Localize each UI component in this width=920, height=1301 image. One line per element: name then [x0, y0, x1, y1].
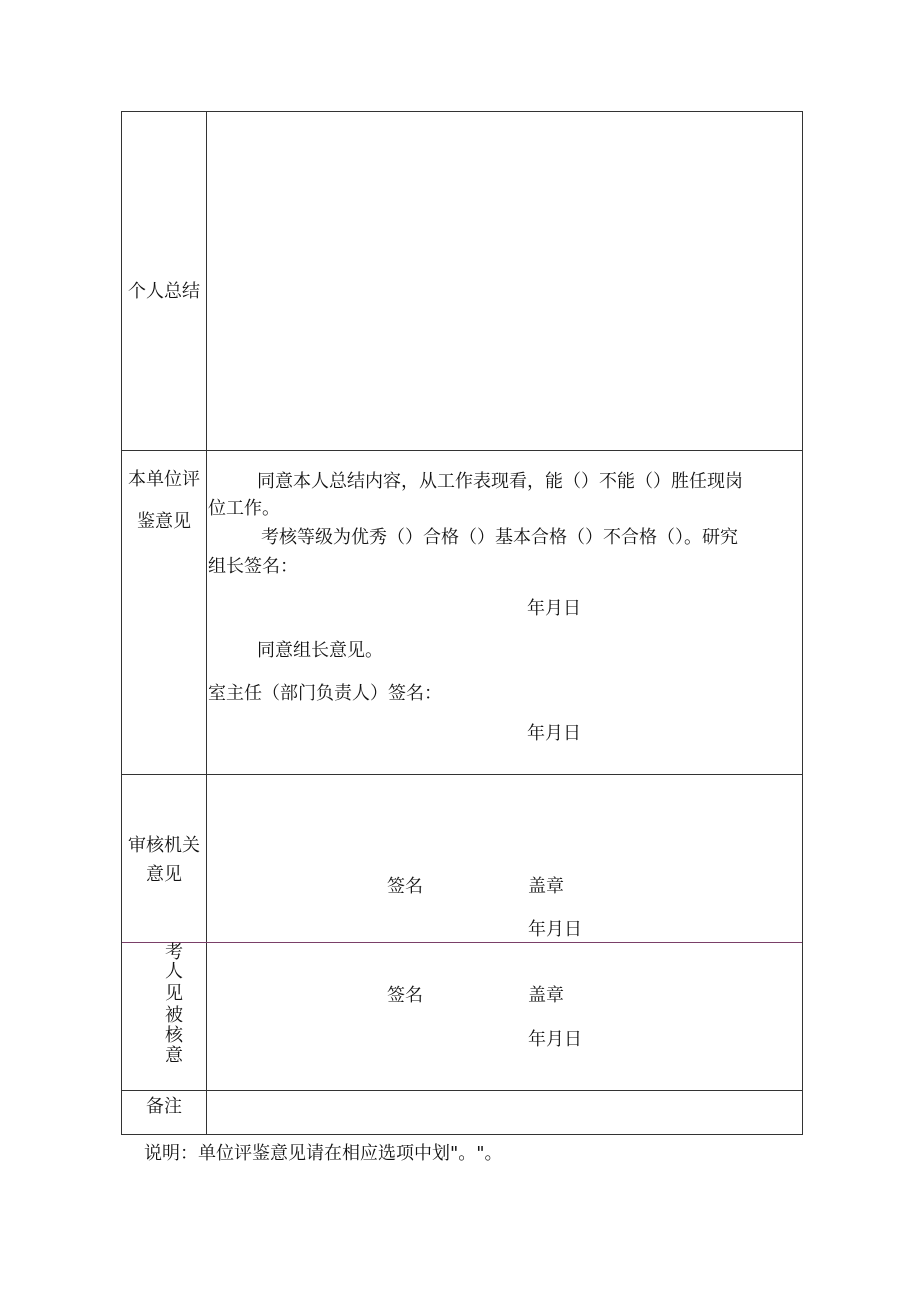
- column-divider: [206, 112, 207, 1134]
- examinee-label-char-3: 见: [165, 983, 183, 1004]
- examinee-seal-label: 盖章: [528, 985, 564, 1006]
- unit-opinion-para2-line2: 组长签名：: [208, 556, 298, 577]
- examinee-sign-label: 签名: [387, 985, 423, 1006]
- personal-summary-label: 个人总结: [128, 281, 200, 302]
- examinee-label-char-5: 核: [165, 1025, 183, 1046]
- row-divider-2: [122, 774, 802, 775]
- review-date: 年月日: [528, 919, 582, 940]
- agree-with-leader-line: 同意组长意见。: [257, 640, 383, 661]
- unit-opinion-date-2: 年月日: [527, 723, 581, 744]
- unit-opinion-label-line2: 鉴意见: [137, 511, 191, 532]
- unit-opinion-para1-line1: 同意本人总结内容，从工作表现看，能（）不能（）胜任现岗: [257, 471, 743, 492]
- examinee-label-char-6: 意: [165, 1045, 183, 1066]
- examinee-label-char-2: 人: [165, 961, 183, 982]
- row-divider-3: [122, 942, 802, 943]
- examinee-label-char-1: 考: [165, 942, 183, 963]
- review-sign-label: 签名: [387, 876, 423, 897]
- row-divider-1: [122, 450, 802, 451]
- appraisal-form-table: [121, 111, 803, 1135]
- examinee-label-char-4: 被: [165, 1005, 183, 1026]
- unit-opinion-date-1: 年月日: [527, 598, 581, 619]
- director-signature-line: 室主任（部门负责人）签名：: [208, 683, 442, 704]
- review-seal-label: 盖章: [528, 876, 564, 897]
- unit-opinion-para1-line2: 位工作。: [208, 498, 280, 519]
- row-divider-4: [122, 1090, 802, 1091]
- unit-opinion-para2-line1: 考核等级为优秀（）合格（）基本合格（）不合格（）。研究: [261, 527, 738, 548]
- footnote: 说明：单位评鉴意见请在相应选项中划"。"。: [144, 1143, 503, 1164]
- unit-opinion-label-line1: 本单位评: [128, 469, 200, 490]
- review-authority-label-line1: 审核机关: [128, 835, 200, 856]
- examinee-date: 年月日: [528, 1029, 582, 1050]
- review-authority-label-line2: 意见: [146, 864, 182, 885]
- remarks-label: 备注: [146, 1096, 182, 1117]
